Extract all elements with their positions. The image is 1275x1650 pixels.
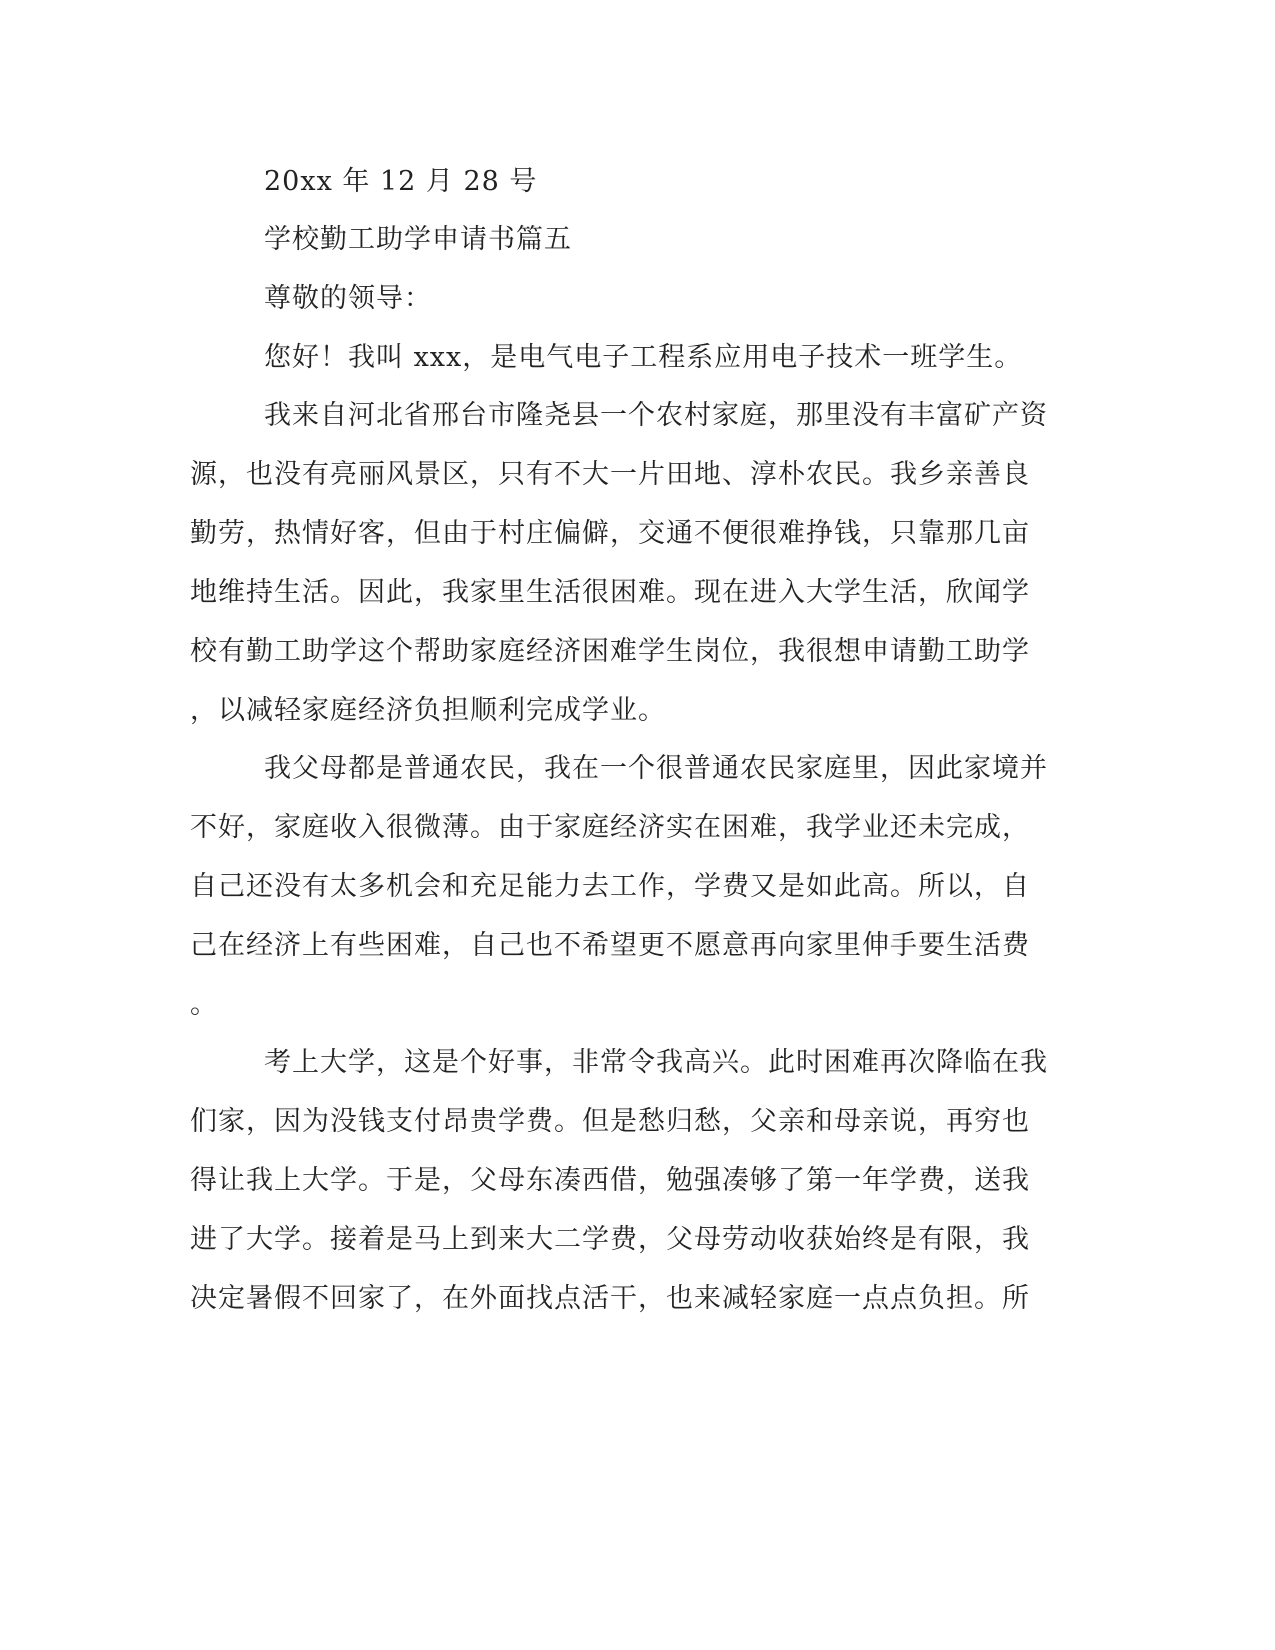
paragraph-line: 。 [190,989,218,1020]
paragraph-line: 决定暑假不回家了，在外面找点活干，也来减轻家庭一点点负担。所 [190,1283,1030,1314]
document-title: 学校勤工助学申请书篇五 [264,224,572,255]
paragraph-line: 考上大学，这是个好事，非常令我高兴。此时困难再次降临在我 [264,1047,1048,1078]
salutation: 尊敬的领导： [264,283,432,314]
paragraph-line: 我父母都是普通农民，我在一个很普通农民家庭里，因此家境并 [264,753,1048,784]
paragraph-line: 自己还没有太多机会和充足能力去工作，学费又是如此高。所以，自 [190,871,1030,902]
paragraph-line: 己在经济上有些困难，自己也不希望更不愿意再向家里伸手要生活费 [190,930,1030,961]
paragraph-line: 我来自河北省邢台市隆尧县一个农村家庭，那里没有丰富矿产资 [264,400,1048,431]
paragraph-line: 地维持生活。因此，我家里生活很困难。现在进入大学生活，欣闻学 [190,577,1030,608]
paragraph-line: 源，也没有亮丽风景区，只有不大一片田地、淳朴农民。我乡亲善良 [190,459,1030,490]
paragraph-line: 进了大学。接着是马上到来大二学费，父母劳动收获始终是有限，我 [190,1224,1030,1255]
paragraph-line: 得让我上大学。于是，父母东凑西借，勉强凑够了第一年学费，送我 [190,1165,1030,1196]
greeting: 您好！我叫 xxx，是电气电子工程系应用电子技术一班学生。 [264,342,1023,373]
paragraph-line: 勤劳，热情好客，但由于村庄偏僻，交通不便很难挣钱，只靠那几亩 [190,518,1030,549]
document-date: 20xx 年 12 月 28 号 [264,166,538,197]
paragraph-line: 们家，因为没钱支付昂贵学费。但是愁归愁，父亲和母亲说，再穷也 [190,1106,1030,1137]
paragraph-line: 校有勤工助学这个帮助家庭经济困难学生岗位，我很想申请勤工助学 [190,636,1030,667]
paragraph-line: ，以减轻家庭经济负担顺利完成学业。 [190,695,666,726]
paragraph-line: 不好，家庭收入很微薄。由于家庭经济实在困难，我学业还未完成， [190,812,1030,843]
